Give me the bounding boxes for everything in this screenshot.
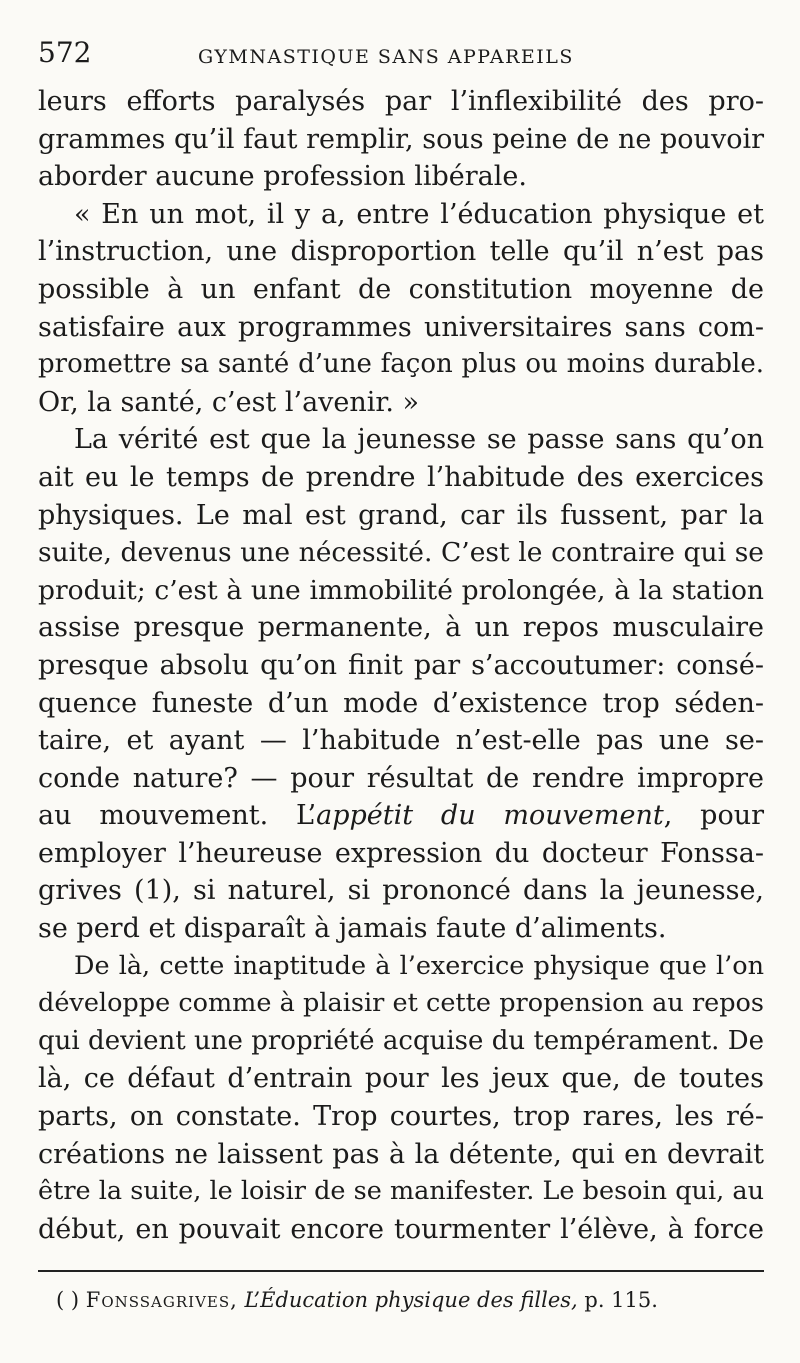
- text-line: développe comme à plaisir et cette propension au repos: [38, 988, 764, 1019]
- text-line: « En un mot, il y a, entre l’éducation physique et: [74, 198, 764, 230]
- italic-phrase: appétit du mouvement: [316, 800, 664, 832]
- text-line: assise presque permanente, à un repos musculaire: [38, 612, 764, 644]
- text-line: se perd et disparaît à jamais faute d’aliments.: [38, 913, 667, 945]
- footnote-divider: [38, 1270, 764, 1272]
- footnote-page-ref: p. 115.: [584, 1288, 658, 1312]
- text-line: grives (1), si naturel, si prononcé dans la jeunesse,: [38, 875, 764, 907]
- text-line: ait eu le temps de prendre l’habitude des exercices: [38, 461, 764, 493]
- page-number: 572: [38, 36, 92, 69]
- text-line: possible à un enfant de constitution moyenne de: [38, 273, 764, 305]
- book-page: [38, 30, 764, 1330]
- text-line: produit; c’est à une immobilité prolongée, à la station: [38, 574, 764, 606]
- footnote: [56, 1288, 756, 1312]
- text-line: quence funeste d’un mode d’existence trop séden-: [38, 687, 764, 719]
- body-text: [38, 83, 764, 1248]
- text-line: promettre sa santé d’une façon plus ou moins durable.: [38, 349, 764, 380]
- text-line: La vérité est que la jeunesse se passe sans qu’on: [74, 424, 764, 456]
- page-header: [38, 36, 764, 76]
- footnote-marker: ( ): [56, 1288, 80, 1312]
- text-line: De là, cette inaptitude à l’exercice physique que l’on: [74, 950, 764, 981]
- text-line: être la suite, le loisir de se manifester. Le besoin qui, au: [38, 1176, 764, 1207]
- text-line: satisfaire aux programmes universitaires sans com-: [38, 311, 764, 343]
- text-line: qui devient une propriété acquise du tempérament. De: [38, 1025, 764, 1056]
- text-line: suite, devenus une nécessité. C’est le contraire qui se: [38, 537, 764, 569]
- footnote-author: Fonssagrives,: [85, 1288, 238, 1312]
- footnote-title: L’Éducation physique des filles,: [244, 1288, 578, 1312]
- text-line: l’instruction, une disproportion telle qu’il n’est pas: [38, 236, 764, 268]
- text-line: presque absolu qu’on finit par s’accoutumer: consé-: [38, 649, 764, 681]
- text-line: là, ce défaut d’entrain pour les jeux que, de toutes: [38, 1063, 764, 1095]
- text-segment: , pour: [663, 800, 764, 832]
- text-segment: au mouvement. L’: [38, 800, 317, 832]
- text-line: aborder aucune profession libérale.: [38, 161, 527, 193]
- text-line: conde nature? — pour résultat de rendre impropre: [38, 762, 764, 794]
- text-line: Or, la santé, c’est l’avenir. »: [38, 386, 420, 418]
- text-line: créations ne laissent pas à la détente, qui en devrait: [38, 1138, 764, 1170]
- text-line: physiques. Le mal est grand, car ils fussent, par la: [38, 499, 764, 531]
- text-line: employer l’heureuse expression du docteur Fonssa-: [38, 837, 764, 869]
- running-title: GYMNASTIQUE SANS APPAREILS: [198, 46, 574, 68]
- text-line: début, en pouvait encore tourmenter l’élève, à force: [38, 1213, 764, 1245]
- text-line: grammes qu’il faut remplir, sous peine de ne pouvoir: [38, 123, 764, 155]
- text-line: taire, et ayant — l’habitude n’est-elle pas une se-: [38, 725, 764, 757]
- text-line-with-italic: [38, 797, 764, 835]
- text-line: parts, on constate. Trop courtes, trop rares, les ré-: [38, 1101, 764, 1133]
- text-line: leurs efforts paralysés par l’inflexibilité des pro-: [38, 86, 764, 117]
